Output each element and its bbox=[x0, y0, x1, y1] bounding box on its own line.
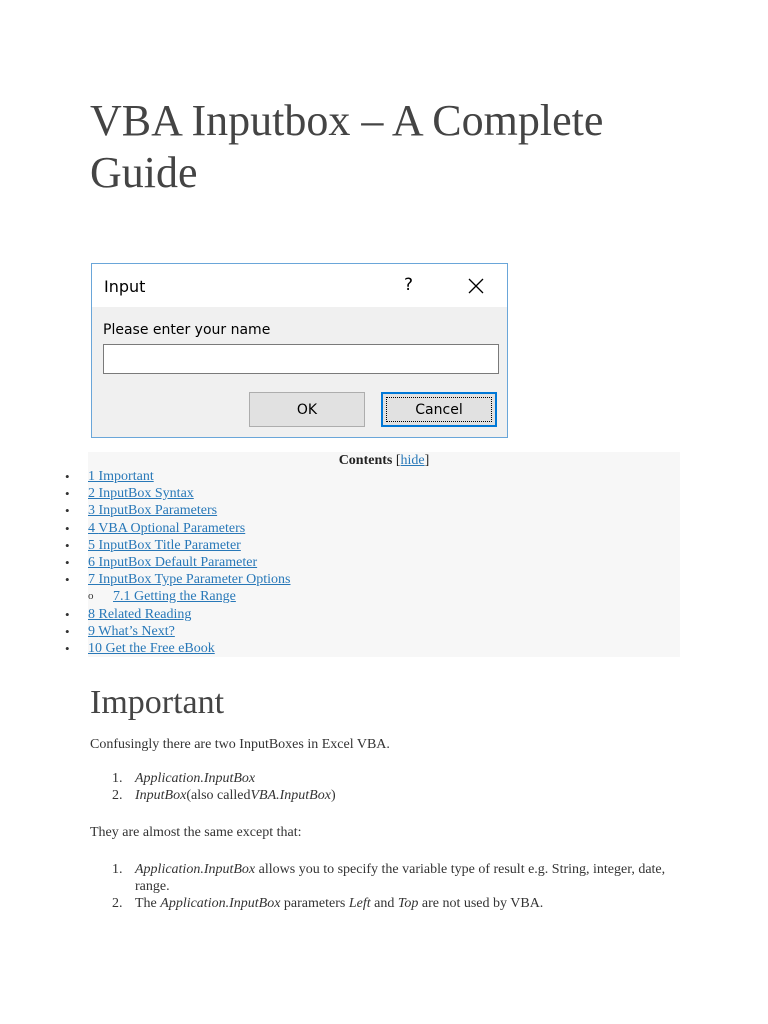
ok-button[interactable]: OK bbox=[249, 392, 365, 427]
bullet-icon: • bbox=[65, 469, 70, 484]
dialog-titlebar bbox=[92, 264, 507, 307]
bullet-icon: • bbox=[65, 503, 70, 519]
section-heading-important: Important bbox=[90, 684, 225, 721]
toc-toggle-close: ] bbox=[424, 453, 430, 468]
bullet-icon: • bbox=[65, 623, 70, 639]
dialog-prompt: Please enter your name bbox=[103, 322, 271, 338]
dialog-title: Input bbox=[104, 277, 146, 296]
toc-item[interactable]: • 10 Get the Free eBook bbox=[65, 640, 215, 656]
bullet-icon: • bbox=[65, 572, 70, 588]
help-button[interactable]: ? bbox=[404, 275, 414, 295]
list-item: 2. The Application.InputBox parameters Left and Top are not used by VBA. bbox=[112, 896, 544, 911]
toc-item[interactable]: • 4 VBA Optional Parameters bbox=[65, 520, 246, 536]
bullet-icon: • bbox=[65, 537, 70, 553]
list-item: 1. Application.InputBox bbox=[112, 771, 256, 786]
toc-item[interactable]: • 9 What’s Next? bbox=[65, 623, 175, 639]
bullet-icon: • bbox=[65, 606, 70, 622]
toc-item[interactable]: • 5 InputBox Title Parameter bbox=[65, 537, 241, 553]
circle-bullet-icon: o bbox=[88, 590, 94, 603]
cancel-label: Cancel bbox=[415, 401, 463, 418]
close-icon[interactable] bbox=[466, 276, 486, 296]
bullet-icon: • bbox=[65, 640, 70, 656]
page-title: VBA Inputbox – A Complete Guide bbox=[90, 96, 604, 197]
bullet-icon: • bbox=[65, 520, 70, 536]
toc-heading: Contents bbox=[338, 453, 393, 468]
inputbox-types-list bbox=[90, 770, 690, 804]
toc-subitem[interactable]: o 7.1 Getting the Range bbox=[88, 589, 236, 605]
differences-list bbox=[90, 861, 690, 912]
bullet-icon: • bbox=[65, 554, 70, 570]
toc-hide-link[interactable]: hide bbox=[400, 453, 425, 468]
intro-paragraph: Confusingly there are two InputBoxes in Excel VBA. bbox=[90, 737, 390, 752]
toc-toggle-open: [ bbox=[395, 453, 401, 468]
list-item: 1. Application.InputBox allows you to specify the variable type of result e.g. String, integer, date, range. bbox=[112, 862, 666, 894]
toc-item[interactable]: • 6 InputBox Default Parameter bbox=[65, 554, 258, 570]
toc-item[interactable]: • 3 InputBox Parameters bbox=[65, 503, 218, 519]
list-item: 2. InputBox(also calledVBA.InputBox) bbox=[112, 788, 336, 803]
name-input[interactable] bbox=[103, 344, 499, 374]
table-of-contents bbox=[65, 452, 680, 657]
bullet-icon: • bbox=[65, 486, 70, 502]
input-dialog bbox=[91, 263, 508, 438]
toc-item[interactable]: • 1 Important bbox=[65, 469, 154, 484]
toc-item[interactable]: • 8 Related Reading bbox=[65, 606, 192, 622]
toc-list bbox=[65, 468, 291, 657]
toc-item[interactable]: • 7 InputBox Type Parameter Options bbox=[65, 572, 291, 588]
toc-item[interactable]: • 2 InputBox Syntax bbox=[65, 486, 194, 502]
cancel-button[interactable] bbox=[381, 392, 497, 427]
differences-paragraph: They are almost the same except that: bbox=[90, 825, 302, 840]
